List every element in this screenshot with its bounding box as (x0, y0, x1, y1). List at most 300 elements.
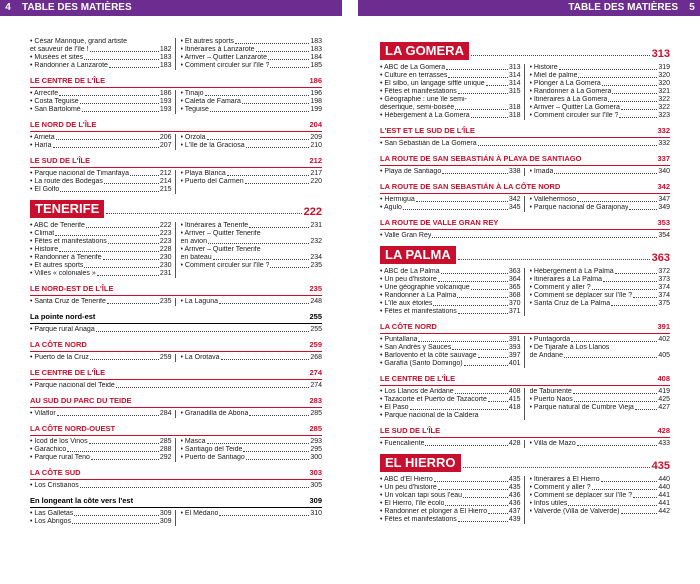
page-number-right: 5 (684, 0, 700, 16)
toc-column-b (175, 410, 323, 418)
toc-leader-dots (457, 292, 507, 298)
toc-leader-dots (96, 326, 310, 332)
toc-column-a (380, 168, 521, 176)
toc-entry-page: 425 (658, 396, 670, 403)
toc-entry-label: • Garafía (Santo Domingo) (380, 360, 463, 367)
toc-leader-dots (84, 262, 158, 268)
toc-section (30, 368, 322, 390)
toc-entry-page: 184 (310, 54, 322, 61)
toc-entry (380, 492, 521, 500)
section-title: LA CÔTE SUD (30, 468, 81, 477)
toc-entry-label: • Randonner à Lanzarote (30, 62, 108, 69)
toc-entry-page: 259 (159, 354, 172, 361)
toc-leader-dots (455, 104, 507, 110)
island-leader-dots (463, 467, 650, 468)
toc-leader-dots (130, 170, 159, 176)
toc-entry (181, 222, 323, 230)
toc-leader-dots (90, 46, 159, 52)
toc-entry-page: 183 (159, 54, 172, 61)
toc-column-b (524, 64, 671, 120)
toc-entry-label: • Comment y aller ? (529, 284, 591, 291)
toc-leader-dots (615, 268, 658, 274)
toc-entry (530, 104, 671, 112)
toc-column-b (175, 134, 323, 150)
toc-entry-label: • Los Abrigos (30, 518, 71, 525)
toc-entry-page: 442 (658, 508, 670, 515)
toc-column-b (524, 336, 671, 368)
toc-column-a (30, 134, 172, 150)
section-heading (380, 374, 670, 386)
toc-leader-dots (210, 106, 309, 112)
toc-section (30, 496, 322, 526)
toc-leader-dots (104, 178, 159, 184)
toc-section (380, 126, 670, 148)
toc-entry-page: 305 (310, 482, 322, 489)
toc-entry-page: 228 (159, 246, 172, 253)
toc-entry-label: • ABC de La Gomera (380, 64, 446, 71)
toc-entry-label: • Infos utiles (529, 500, 568, 507)
toc-leader-dots (438, 276, 508, 282)
toc-entry-page: 340 (658, 168, 670, 175)
toc-entry (380, 412, 521, 420)
toc-entries (380, 64, 670, 120)
section-heading (30, 496, 322, 508)
toc-leader-dots (242, 98, 309, 104)
toc-entry (380, 484, 521, 492)
toc-entry (181, 454, 323, 462)
toc-entry (380, 360, 521, 368)
toc-entry-label: • Une géographie volcanique (380, 284, 470, 291)
toc-leader-dots (433, 300, 507, 306)
toc-entry-page: 199 (310, 106, 322, 113)
toc-entry (530, 508, 671, 516)
toc-entry (30, 438, 172, 446)
toc-entry (530, 88, 671, 96)
toc-entry-page: 364 (508, 276, 521, 283)
toc-entry (30, 510, 172, 518)
section-title: LA ROUTE DE SAN SEBASTIÁN À PLAYA DE SANTIAGO (380, 154, 582, 163)
toc-entry-label: • Santa Cruz de La Palma (529, 300, 611, 307)
toc-leader-dots (80, 482, 310, 488)
toc-entry-label: • Géographie : une île semi- (380, 96, 467, 103)
section-title: LA ROUTE DE SAN SEBASTIÁN À LA CÔTE NORD (380, 182, 561, 191)
toc-entry (181, 446, 323, 454)
toc-entry-label: • Teguise (180, 106, 209, 113)
island-intro (380, 64, 670, 120)
toc-column-b (524, 388, 671, 420)
toc-column-b (175, 510, 323, 526)
toc-leader-dots (116, 382, 309, 388)
toc-entry-page: 230 (159, 262, 172, 269)
toc-entry (181, 62, 323, 70)
toc-entry-page: 295 (310, 446, 322, 453)
toc-leader-dots (91, 454, 159, 460)
toc-entry (530, 336, 671, 344)
toc-leader-dots (53, 142, 159, 148)
toc-entry-label: • Comment se déplacer sur l'île ? (529, 292, 633, 299)
section-page: 285 (309, 424, 322, 433)
toc-entry (530, 500, 671, 508)
section-heading (30, 284, 322, 296)
toc-entry (181, 54, 323, 62)
toc-entry (380, 300, 521, 308)
section-heading (30, 340, 322, 352)
toc-entry-label: • El Paso (380, 404, 409, 411)
toc-entry-label: • Arrecife (30, 90, 59, 97)
toc-entry-label: • Comment circuler sur l'île ? (180, 262, 270, 269)
toc-entry-page: 373 (658, 276, 670, 283)
toc-leader-dots (103, 254, 159, 260)
toc-entry-page: 436 (508, 492, 521, 499)
toc-section (30, 312, 322, 334)
toc-entry (380, 64, 521, 72)
toc-entry-label: • ABC d'El Hierro (380, 476, 433, 483)
section-page: 235 (309, 284, 322, 293)
toc-entries (30, 410, 322, 418)
toc-entry-label: • Villa de Mazo (529, 440, 576, 447)
header-right (358, 0, 700, 16)
toc-entries (30, 170, 322, 194)
toc-leader-dots (97, 270, 159, 276)
toc-leader-dots (612, 88, 657, 94)
toc-entry-page: 408 (508, 388, 521, 395)
toc-entry (30, 410, 172, 418)
toc-entry (30, 106, 172, 114)
section-page: 283 (309, 396, 322, 405)
toc-column-a (30, 438, 172, 462)
toc-entry-page: 232 (310, 238, 322, 245)
toc-entry-page: 318 (508, 104, 521, 111)
toc-entries (30, 482, 322, 490)
toc-entry-page: 193 (159, 98, 172, 105)
toc-column-b (524, 268, 671, 316)
toc-leader-dots (619, 112, 657, 118)
toc-leader-dots (478, 352, 508, 358)
toc-leader-dots (221, 354, 310, 360)
section-heading (30, 368, 322, 380)
toc-entry-page: 322 (658, 104, 670, 111)
toc-leader-dots (268, 54, 309, 60)
toc-entry (30, 298, 172, 306)
toc-entries (30, 38, 322, 70)
toc-entry-label: • Parque nacional de Timanfaya (30, 170, 129, 177)
toc-entry-page: 349 (658, 204, 670, 211)
toc-entry-label: • L'île de la Graciosa (180, 142, 245, 149)
toc-leader-dots (67, 446, 159, 452)
toc-leader-dots (471, 112, 508, 118)
toc-entry-page: 222 (159, 222, 172, 229)
toc-entry-label: de Aridane (529, 352, 563, 359)
toc-leader-dots (57, 410, 159, 416)
toc-leader-dots (410, 404, 508, 410)
toc-entry (30, 482, 322, 490)
toc-entry-page: 402 (658, 336, 670, 343)
toc-entry-page: 322 (658, 96, 670, 103)
toc-entry-page: 183 (159, 62, 172, 69)
toc-entry (380, 292, 521, 300)
section-heading (30, 396, 322, 408)
toc-entry-label: • Puerto de la Cruz (30, 354, 89, 361)
toc-entry (30, 230, 172, 238)
section-page: 353 (657, 218, 670, 227)
toc-leader-dots (608, 96, 657, 102)
toc-entry-label: • Comment circuler sur l'île ? (529, 112, 619, 119)
toc-entry-page: 210 (310, 142, 322, 149)
toc-entry (530, 64, 671, 72)
toc-leader-dots (554, 168, 657, 174)
toc-entry-page: 293 (310, 438, 322, 445)
toc-leader-dots (55, 230, 159, 236)
toc-entry (530, 396, 671, 404)
toc-entry-page: 323 (658, 112, 670, 119)
toc-entry-label: • Fêtes et manifestations (380, 308, 457, 315)
toc-entry (181, 106, 323, 114)
section-title: LE CENTRE DE L'ÎLE (380, 374, 456, 383)
section-title: LE CENTRE DE L'ÎLE (30, 76, 106, 85)
toc-entry-label: • Itinéraires à Tenerife (180, 222, 249, 229)
toc-entries (30, 222, 322, 278)
toc-entry (181, 510, 323, 518)
toc-entry (380, 268, 521, 276)
toc-entry-page: 231 (310, 222, 322, 229)
toc-section (30, 156, 322, 194)
toc-entry (530, 292, 671, 300)
toc-entry-label: • Histoire (30, 246, 59, 253)
toc-entry-page: 223 (159, 238, 172, 245)
toc-entry-label: • Arriver – Quitter Tenerife (180, 246, 261, 253)
island-heading (380, 246, 670, 264)
section-page: 204 (309, 120, 322, 129)
toc-section (30, 396, 322, 418)
toc-entries (30, 298, 322, 306)
toc-entry (380, 344, 521, 352)
toc-leader-dots (243, 446, 309, 452)
toc-leader-dots (208, 238, 309, 244)
toc-entry-label: • El Médano (180, 510, 219, 517)
toc-entry (30, 382, 322, 390)
section-page: 259 (309, 340, 322, 349)
toc-entry (181, 410, 323, 418)
island-leader-dots (471, 55, 650, 56)
toc-entry-label: • ABC de Tenerife (30, 222, 85, 229)
toc-column-b (175, 170, 323, 194)
toc-section (380, 182, 670, 212)
toc-column-a (380, 336, 521, 368)
toc-entry-page: 418 (508, 404, 521, 411)
toc-leader-dots (601, 476, 658, 482)
toc-entry-label: • La Laguna (180, 298, 218, 305)
toc-section (30, 120, 322, 150)
section-page: 428 (657, 426, 670, 435)
toc-entry (181, 98, 323, 106)
toc-entry (380, 396, 521, 404)
header-left (0, 0, 342, 16)
toc-entry-page: 217 (310, 170, 322, 177)
toc-entry-page: 183 (310, 46, 322, 53)
toc-entry-page: 314 (508, 72, 521, 79)
toc-entry (380, 516, 521, 524)
toc-entry-label: • Tazacorte et Puerto de Tazacorte (380, 396, 487, 403)
toc-leader-dots (602, 80, 657, 86)
section-page: 274 (309, 368, 322, 377)
toc-entry-page: 332 (658, 140, 670, 147)
toc-entry (380, 440, 521, 448)
toc-entry (181, 298, 323, 306)
island-heading (30, 200, 322, 218)
toc-entries (30, 134, 322, 150)
toc-entry-page: 183 (310, 38, 322, 45)
toc-entry-label: • Arriver – Quitter Tenerife (180, 230, 261, 237)
section-title: La pointe nord-est (30, 312, 96, 321)
toc-entry-label: • Et autres sports (180, 38, 234, 45)
toc-leader-dots (478, 140, 658, 146)
toc-entry-label: • Granadilla de Abona (180, 410, 249, 417)
toc-entry-label: • Los Llanos de Aridane (380, 388, 454, 395)
toc-entry (30, 270, 172, 278)
toc-entry-label: • Et autres sports (30, 262, 84, 269)
section-heading (380, 154, 670, 166)
toc-entry-page: 363 (508, 268, 521, 275)
section-page: 255 (309, 312, 322, 321)
toc-entry-label: • Arriver – Quitter La Gomera (529, 104, 620, 111)
toc-entry (530, 204, 671, 212)
island-leader-dots (458, 259, 650, 260)
toc-entry (30, 134, 172, 142)
toc-entry-page: 319 (658, 64, 670, 71)
toc-entry (530, 440, 671, 448)
toc-entry-label: • César Manrique, grand artiste (30, 38, 127, 45)
toc-entry (380, 104, 521, 112)
toc-entry (30, 354, 172, 362)
toc-entry (30, 142, 172, 150)
toc-entry (30, 186, 172, 194)
toc-entry-label: • Garachico (30, 446, 67, 453)
toc-entry-page: 248 (310, 298, 322, 305)
toc-entry-page: 310 (310, 510, 322, 517)
toc-leader-dots (249, 222, 309, 228)
toc-entry (181, 262, 323, 270)
toc-column-b (175, 90, 323, 114)
island-title: LA PALMA (380, 246, 456, 264)
toc-entry-label: • Vilaflor (30, 410, 56, 417)
toc-leader-dots (621, 508, 658, 514)
toc-leader-dots (438, 484, 508, 490)
toc-entries (380, 268, 670, 316)
toc-entry-page: 315 (508, 88, 521, 95)
toc-entry-label: • Santiago del Teide (180, 446, 243, 453)
toc-entry (530, 276, 671, 284)
toc-entry-page: 314 (508, 80, 521, 87)
toc-entry (530, 80, 671, 88)
toc-entry-label: • Itinéraires à La Gomera (529, 96, 608, 103)
toc-entry-page: 186 (159, 90, 172, 97)
toc-entry-page: 391 (508, 336, 521, 343)
toc-entry-label: • Caleta de Famara (180, 98, 241, 105)
toc-entry (380, 72, 521, 80)
island-page: 222 (303, 206, 322, 218)
section-heading (30, 120, 322, 132)
toc-entry (530, 404, 671, 412)
island-title: LA GOMERA (380, 42, 469, 60)
toc-leader-dots (107, 298, 159, 304)
toc-entry (181, 170, 323, 178)
toc-entries (380, 196, 670, 212)
toc-leader-dots (488, 508, 508, 514)
toc-entry (181, 178, 323, 186)
toc-entry (530, 352, 671, 360)
toc-leader-dots (592, 484, 658, 490)
toc-column-b (175, 222, 323, 278)
island-intro (380, 268, 670, 316)
toc-column-a (30, 170, 172, 194)
toc-leader-dots (86, 222, 159, 228)
toc-entry-page: 320 (658, 72, 670, 79)
toc-entry (30, 46, 172, 54)
toc-entry-label: • Plonger à La Gomera (529, 80, 601, 87)
toc-entry-label: • Agulo (380, 204, 402, 211)
toc-leader-dots (219, 510, 309, 516)
section-title: AU SUD DU PARC DU TEIDE (30, 396, 132, 405)
toc-entry (30, 98, 172, 106)
toc-leader-dots (205, 90, 310, 96)
toc-entry-label: • ABC de La Palma (380, 268, 440, 275)
section-page: 391 (657, 322, 670, 331)
toc-entry (530, 168, 671, 176)
section-title: LA CÔTE NORD-OUEST (30, 424, 116, 433)
section-title: LE NORD DE L'ÎLE (30, 120, 97, 129)
toc-entry-page: 185 (310, 62, 322, 69)
toc-entry-page: 207 (159, 142, 172, 149)
toc-leader-dots (629, 204, 657, 210)
toc-entry-label: • Itinéraires à El Hierro (529, 476, 600, 483)
island-page: 435 (651, 460, 670, 472)
toc-leader-dots (72, 518, 159, 524)
toc-entry (181, 238, 323, 246)
section-heading (30, 468, 322, 480)
toc-entry (181, 46, 323, 54)
toc-entry-page: 354 (658, 232, 670, 239)
toc-column-a (30, 510, 172, 526)
island-page: 313 (651, 48, 670, 60)
toc-entry-label: • Las Galletas (30, 510, 74, 517)
toc-entry-page: 313 (508, 64, 521, 71)
toc-leader-dots (246, 142, 310, 148)
island-intro (380, 476, 670, 524)
toc-column-a (380, 64, 521, 120)
section-title: LE NORD-EST DE L'ÎLE (30, 284, 114, 293)
toc-entry-label: • Un volcan tapi sous l'eau (380, 492, 463, 499)
toc-column-a (380, 232, 670, 240)
toc-entry (30, 62, 172, 70)
section-title: LA CÔTE NORD (30, 340, 87, 349)
toc-entry-page: 309 (159, 518, 172, 525)
toc-leader-dots (455, 388, 508, 394)
section-heading (380, 322, 670, 334)
toc-column-b (175, 354, 323, 362)
toc-entry-page: 212 (159, 170, 172, 177)
toc-entry (181, 354, 323, 362)
toc-entry (380, 508, 521, 516)
toc-leader-dots (574, 396, 658, 402)
section-page: 408 (657, 374, 670, 383)
toc-entry (380, 232, 670, 240)
toc-entry (181, 246, 323, 254)
toc-column-a (380, 140, 670, 148)
toc-leader-dots (246, 454, 309, 460)
toc-entry-page: 427 (658, 404, 670, 411)
toc-entry-label: • Puerto del Carmen (180, 178, 244, 185)
toc-column-a (30, 222, 172, 278)
